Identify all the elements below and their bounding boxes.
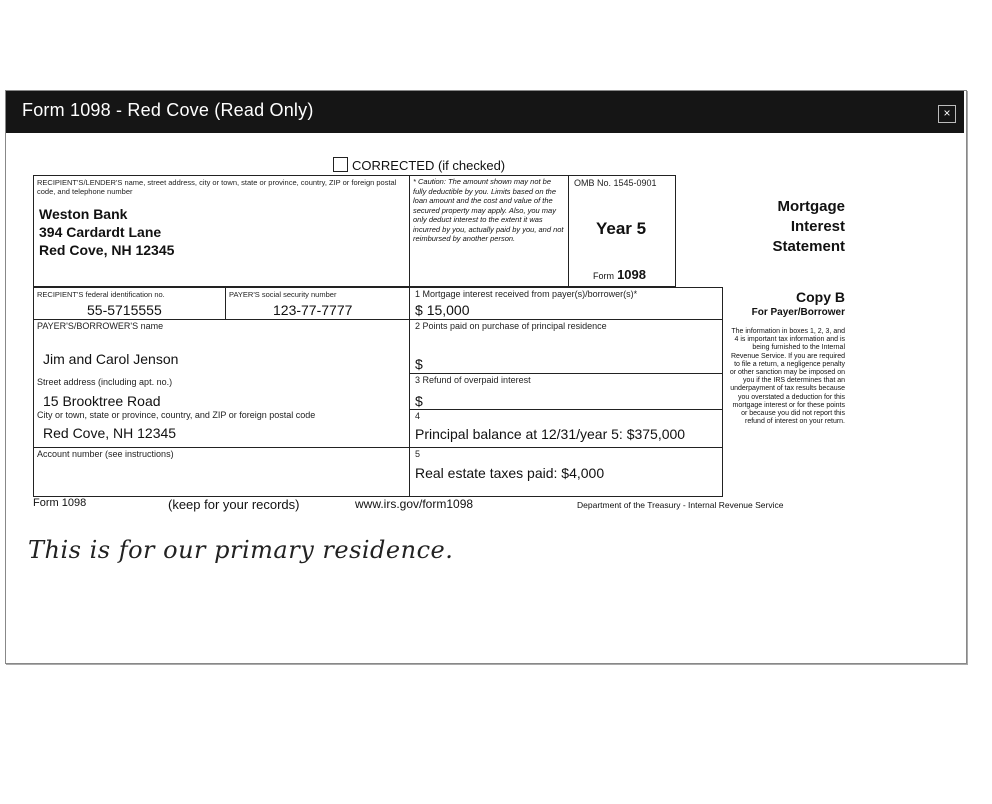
- form-title: [772, 197, 845, 257]
- form-word: Form: [593, 271, 614, 281]
- box5-value: Real estate taxes paid: $4,000: [415, 465, 605, 481]
- omb-number: OMB No. 1545-0901: [574, 178, 657, 188]
- box1-value-row: [415, 302, 470, 318]
- copy-for: For Payer/Borrower: [751, 307, 845, 318]
- close-icon[interactable]: ×: [938, 105, 956, 123]
- lender-street: 394 Cardardt Lane: [39, 224, 162, 240]
- box2-currency: $: [415, 356, 423, 372]
- payer-street: 15 Brooktree Road: [43, 393, 161, 409]
- recipient-label: RECIPIENT'S/LENDER'S name, street address, city or town, state or province, country, ZIP or foreign postal code, and telephone number: [37, 178, 397, 196]
- box1-currency: $: [415, 302, 423, 318]
- recipient-tin-label: RECIPIENT'S federal identification no.: [37, 290, 165, 299]
- lender-city: Red Cove, NH 12345: [39, 242, 175, 258]
- copy-b-block: [727, 289, 845, 426]
- payer-city: Red Cove, NH 12345: [43, 425, 177, 441]
- lender-name: Weston Bank: [39, 206, 128, 222]
- footer-form: [33, 497, 86, 509]
- box3-currency: $: [415, 393, 423, 409]
- footer-dept: Department of the Treasury - Internal Revenue Service: [577, 500, 784, 510]
- footer-form-text: Form 1098: [33, 497, 87, 509]
- form-title-line3: Statement: [772, 238, 845, 255]
- form-number: 1098: [617, 267, 646, 282]
- caution-note: * Caution: The amount shown may not be fully deductible by you. Limits based on the loan amount and the cost and value of the secured property may apply. Also, you may only deduct interest to the extent it was incurred by you, actually paid by you, and not reimbursed by another person.: [413, 177, 564, 243]
- footer-url: www.irs.gov/form1098: [355, 497, 474, 511]
- payer-ssn: 123-77-7777: [273, 302, 353, 318]
- title-bar: [6, 91, 964, 133]
- form-title-line1: Mortgage: [777, 198, 845, 215]
- corrected-checkbox-row: [333, 157, 505, 173]
- city-label: City or town, state or province, country, and ZIP or foreign postal code: [37, 410, 316, 420]
- payer-ssn-label: PAYER'S social security number: [229, 290, 337, 299]
- form-1098: [33, 158, 845, 512]
- recipient-tin: 55-5715555: [87, 302, 162, 318]
- copy-note: The information in boxes 1, 2, 3, and 4 is important tax information and is being furnished to the Internal Revenue Service. If you are required to file a return, a negligence penalty or other sanction may be imposed on you if the IRS determines that an underpayment of tax results because you overstated a deduction for this mortgage interest or for these points or because you did not report this refund of interest on your return.: [729, 328, 845, 426]
- copy-label: Copy B: [796, 289, 845, 305]
- tax-year: Year 5: [596, 219, 647, 238]
- box3-label: 3 Refund of overpaid interest: [415, 375, 531, 385]
- corrected-label: CORRECTED (if checked): [352, 158, 506, 173]
- corrected-checkbox[interactable]: [333, 157, 348, 172]
- payer-name: Jim and Carol Jenson: [43, 351, 179, 367]
- box4-label: 4: [415, 411, 421, 421]
- box4-value: Principal balance at 12/31/year 5: $375,000: [415, 426, 686, 442]
- form-title-line2: Interest: [790, 218, 845, 235]
- footer-keep: (keep for your records): [168, 497, 300, 512]
- form-viewer-window: [5, 90, 967, 664]
- payer-name-label: PAYER'S/BORROWER'S name: [37, 321, 164, 331]
- account-label: Account number (see instructions): [37, 449, 174, 459]
- window-title: Form 1098 - Red Cove (Read Only): [22, 100, 314, 120]
- street-label: Street address (including apt. no.): [37, 377, 173, 387]
- box5-label: 5: [415, 449, 421, 459]
- handwritten-note: This is for our primary residence.: [28, 536, 454, 564]
- form-id: [593, 267, 646, 282]
- box1-label: 1 Mortgage interest received from payer(s)/borrower(s)*: [415, 289, 638, 299]
- box2-label: 2 Points paid on purchase of principal residence: [415, 321, 607, 331]
- box1-value: 15,000: [426, 302, 470, 318]
